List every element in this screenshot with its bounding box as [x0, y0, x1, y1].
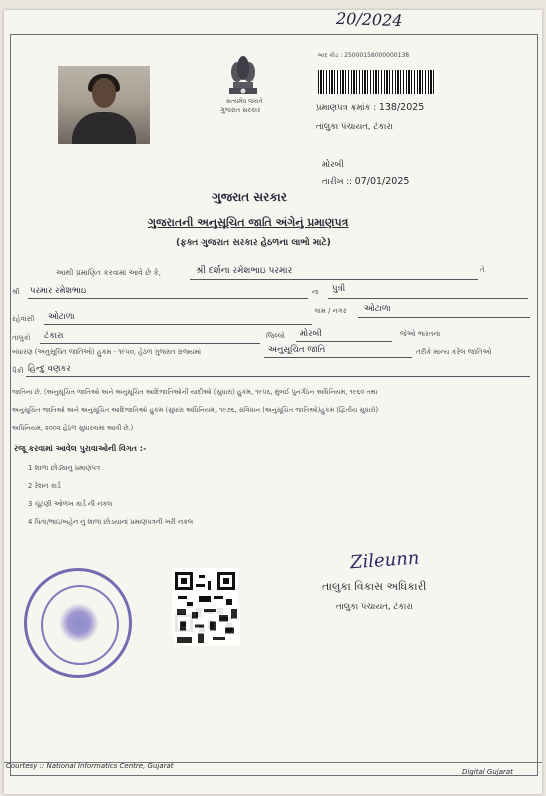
certificate-subtitle: (ફક્ત ગુજરાત સરકાર હેઠળના લાભો માટે) — [176, 238, 331, 248]
holder-photo — [58, 66, 150, 144]
digital-gujarat: Digital Gujarat — [462, 768, 513, 776]
state-label: જેઓ ભારતના — [400, 330, 441, 338]
handwritten-date: 20/2024 — [335, 8, 403, 31]
para-line-1: જાતિના છે. (અનુસૂચિત જાતિઓ અને અનુસૂચિત આદિજાતિઓની યાદીઓ (સુધારા) હુકમ, ૧૯૫૬, મુંબઈ પુનર્ગઠન અધિનિયમ, ૧૯૬૦ તથા — [12, 388, 378, 396]
recognized-text: તરીકે માન્ય કરેલ જાતિઓ — [416, 348, 492, 356]
cert-number-row — [316, 102, 424, 113]
courtesy: Courtesy :: National Informatics Centre, Gujarat — [6, 762, 174, 770]
barcode — [318, 70, 436, 94]
taluka-label: તાલુકો — [12, 334, 31, 342]
place: મોરબી — [322, 160, 344, 170]
certificate-title: ગુજરાતની અનુસૂચિત જાતિ અંગેનું પ્રમાણપત્ર — [148, 216, 349, 229]
qr-code-lower-icon — [174, 606, 240, 646]
state-emblem-icon — [223, 52, 263, 100]
doc-item: 1 શાળા છોડ્યાનુ પ્રમાણપત્ર — [28, 464, 101, 472]
village-label: ગામ / નગર — [314, 307, 347, 315]
doc-item: 4 પિતા/ભાઇ/બહેન નું શાળા છોડયાનાં પ્રમાણપત્રની ખરી નકલ — [28, 518, 194, 526]
order-text: બંધારણ (અનુસૂચિત જાતિઓ) હુકમ - ૧૯૫૦, હેઠળ ગુજરાત રાજ્યમાં — [12, 348, 202, 356]
official-seal — [24, 568, 132, 678]
te-word: તે — [480, 266, 485, 274]
signatory-title: તાલુકા વિકાસ અધિકારી — [322, 580, 427, 593]
sub-caste: હિન્દુ વણકર — [28, 364, 71, 374]
village: ઓટાળા — [364, 304, 391, 314]
resident: ઓટાળા — [48, 312, 75, 322]
relation-label: ના — [312, 288, 319, 296]
gov-title: ગુજરાત સરકાર — [212, 190, 287, 204]
district-label: જિલ્લો — [266, 332, 285, 340]
resident-label: રહેવાસી — [12, 315, 35, 323]
issuer-office: તાલુકા પંચાયત, ટંકારા — [316, 122, 393, 132]
date-row — [322, 176, 409, 187]
caste-category: અનુસૂચિત જાતિ — [268, 345, 326, 355]
relation: પુત્રી — [332, 284, 346, 294]
cert-number-label: પ્રમાણપત્ર ક્રમાંક : — [316, 103, 377, 113]
emblem-caption-1: સત્યમેવ જયતે — [226, 98, 263, 105]
sub-caste-label: પૈકી — [12, 367, 24, 375]
docs-heading: રજૂ કરવામાં આવેલ પુરાવાઓની વિગત :- — [14, 444, 147, 453]
date-label: તારીખ :: — [322, 177, 352, 187]
para-line-3: અધિનિયમ, ૨૦૦૨ હેઠળ સુધારવામાં આવી છે.) — [12, 424, 134, 432]
certificate-sheet — [4, 10, 542, 794]
doc-item: 3 ચૂંટણી ઓળખ કાર્ડ ની નકલ — [28, 500, 113, 508]
barcode-label: બાર કોડ : 25000158000000138 — [318, 52, 410, 59]
doc-item: 2 રેશન કાર્ડ — [28, 482, 61, 490]
cert-number: 138/2025 — [378, 102, 425, 113]
signature: Zileunn — [349, 547, 421, 574]
shri-word: શ્રી — [12, 288, 20, 296]
father-name: પરમાર રમેશભાઇ — [30, 286, 87, 296]
holder-name: શ્રી દર્શના રમેશભાઇ પરમાર — [196, 266, 293, 276]
district: મોરબી — [300, 329, 322, 339]
emblem-caption-2: ગુજરાત સરકાર — [220, 106, 261, 114]
certify-prefix: આથી પ્રમાણિત કરવામાં આવે છે કે, — [56, 268, 162, 277]
taluka: ટંકારા — [44, 331, 64, 341]
issue-date: 07/01/2025 — [354, 176, 410, 187]
signatory-office: તાલુકા પંચાયત, ટંકારા — [336, 602, 413, 612]
para-line-2: અનુસૂચિત જાતિઓ અને અનુસૂચિત આદિજાતિઓ હુકમ (સુધારા અધિનિયમ, ૧૯૭૬, સંવિધાન (અનુસૂચિત જાતિઓ)હુકમ (દ્વિતીય સુધારો) — [12, 406, 379, 414]
